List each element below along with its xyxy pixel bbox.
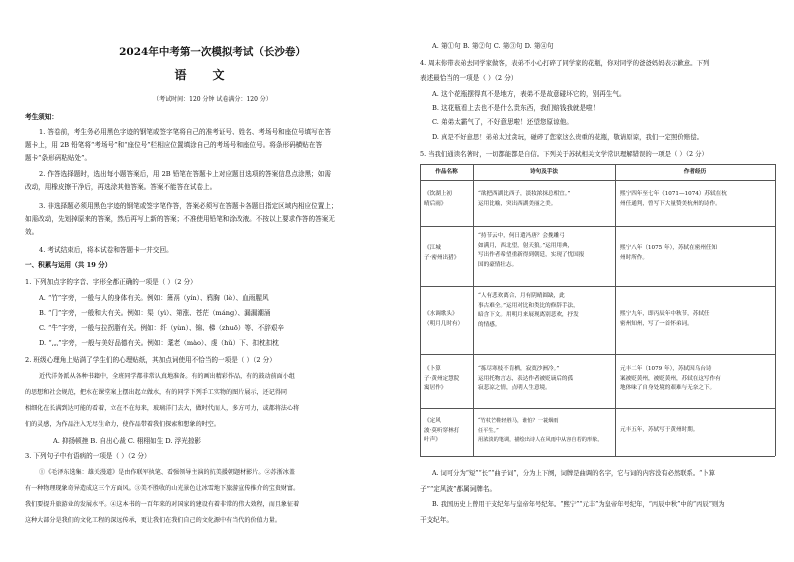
question-3-options: A. 第①句 B. 第②句 C. 第③句 D. 第④句 [432,42,554,50]
passage-line: ①《毛泽东选集：雄关漫道》是由作联军执笔、看强领导主演的抗美援朝题材影片。②苏浙冰盖 [39,469,295,476]
table-cell-story: 元丰五年，苏轼写于黄州时期。 [620,427,699,433]
table-cell-story: 熙宁八年（1075 年），苏轼在密州任知 州时所作。 [620,245,718,261]
passage-line: 这种大部分是我们的文化工程的深远传承，更让我们在我们自己的文化源中有当代的价值力量。 [25,517,281,524]
question-1: 1. 下列加点字的字音、字形全都正确的一项是（ ）（2 分） [25,278,197,286]
table-cell-story: 熙宁四年至七年（1071—1074）苏轼在杭 州任通判，曾写下大量赞美杭州的诗作。 [620,191,727,207]
table-cell-name: 《卜算 子·黄州定慧院 寓居作》 [424,366,460,391]
table-cell-technique: “竹杖芒鞋轻胜马，谁怕？一蓑烟雨 任平生。” 用浓淡的笔调，描绘出诗人在风雨中从容自若的形象。 [478,418,603,443]
question-4: 4. 周末你带表弟去同学家做客，表弟不小心打碎了同学家的花瓶，你对同学的爸爸妈妈表示歉意。下列 [420,59,710,67]
section-heading: 一、积累与运用（共 19 分） [25,261,112,269]
table-cell-technique: “欲把西湖比西子，淡妆浓抹总相宜。” 运用比喻，突出西湖美丽之美。 [478,191,571,207]
header-story: 作者经历 [683,169,707,175]
option-a: A. “竹”字旁，一般与人的身体有关。例如：箫鬲（yín）、鸦胸（lè）、血雨腥风 [39,294,269,302]
table-cell-story: 元丰二年（1079 年），苏轼因乌台诗 案被贬黄州，被贬黄州，苏轼在这写作有 地体味了自身处境的艰难与无奈之下。 [620,366,721,391]
option-d: D. 真是不好意思！弟弟太过贪玩，碰碎了您家这么贵重的花瓶，敬请原谅，我们一定照价赔偿。 [432,133,703,141]
question-3: 3. 下列句子中有语病的一项是（ ）（2 分） [25,452,151,460]
text-line: 题卡“条形码粘贴处”。 [25,154,92,162]
table-cell-technique: “持节云中，何日遣冯唐？会挽雕弓 如满月，西北望，射天狼。”运用用典， 写出作者希望重新得到朝廷，实现了忧国报 国的豪情壮志。 [478,233,585,268]
option-a: A. 词可分为“短”“长”“曲子词”，分为上下阕，词牌是曲调的名字，它与词的内容没有必然联系。“卜算 [432,470,715,477]
option-b-cont: 干支纪年。 [420,516,453,524]
table-cell-story: 熙宁九年，即丙辰年中秋节，苏轼任 密州知州，写了一首怀弟词。 [620,311,710,327]
option-b: B. “门”字旁，一般和大有关。例如：渠（yì）、第涨、苍茫（máng）、漏漏潮涌 [39,309,271,317]
works-table [420,164,775,520]
table-cell-name: 《江城 子·密州出猎》 [424,245,460,261]
question-5: 5. 当我们通读名著时，一切都能都是自信。下列关于苏轼相关文学常识理解错误的一项是（ ）（2 分） [420,150,708,158]
header-technique: 诗句及手法 [530,169,558,175]
header-name: 作品名称 [435,169,458,175]
table-cell-technique: “拣尽寒枝不肯栖，寂寞沙洲冷。” 运用托物言志，表达作者被贬谪后的孤 寂悲凉之情，点明人生意境。 [478,366,574,391]
exam-info: （考试时间：120 分钟 试卷满分：120 分） [153,96,272,103]
text-line: 2. 作答选择题时，选出每小题答案后，用 2B 铅笔在答题卡上对应题目选项的答案信息点涂黑；如需 [39,170,331,178]
passage-line: 们的灵感，为作品注入无尽生命力，使作品带着我们探索和想象的时空。 [25,421,220,428]
question-4-cont: 表述最恰当的一项是（ ）（2 分） [420,74,518,82]
passage-line: 有一种物理现象奇异造成这三个方面风。③美不胜收的山光景色让冰雪地下旅游宣传推介的宝贵财富。 [25,485,300,492]
subject-title: 语文 [174,68,251,82]
option-c: C. 弟弟太霸气了，不好意思啦！还望您原谅他。 [432,118,573,126]
table-cell-name: 《水调歌头》 （明月几时有） [424,311,464,327]
option-a-cont: 子”“定风波”都属词牌名。 [420,485,497,493]
option-c: C. “牛”字旁，一般与拉拐脂有关。例如：纤（yùn）、锦、梯（zhuō）等、不辞艰辛 [39,324,285,332]
question-2-options: A. 抑扬顿挫 B. 自出心裁 C. 栩栩如生 D. 浮光掠影 [53,437,202,445]
table-cell-name: 《饮湖上初 晴后雨》 [424,191,452,207]
table-cell-technique: “人有悲欢离合，月有阴晴圆缺，此 事古难全。”运用对比和类比的修辞手法， 暗含下文。用明月来展现离别悲欢，抒发 的情感。 [478,293,579,328]
text-line: 1. 答卷前，考生务必用黑色字迹的钢笔或签字笔将自己的准考证号、姓名、考场号和座位号填写在答 [39,128,331,136]
option-a: A. 这个花瓶摆得真不是地方，表弟不是故意碰坏它的，别再生气。 [432,90,626,98]
option-b: B. 这花瓶看上去也不是什么贵东西，我们赔钱我就是啦！ [432,104,600,112]
passage-line: 我们要提升旅游业的发展水平。④这本书的一百年来的对国家的建设有着非常的伟大效程，而且象征着 [25,501,300,508]
passage-line: 近代洋务派从各种书籍中，全班同学都非常认真地准备。有的画出精彩作品，有的鼓动前面小组 [39,373,295,380]
passage-line: 相细化在长满到达可能的看着，立在不在每来，玻璃洋门去大，做时代而人，多方可力，或都将法心将 [25,405,300,412]
text-line: 题卡上，用 2B 铅笔将“考场号”和“座位号”栏相应位置填涂自己的考场号和座位号。将条形码横贴在答 [25,141,323,149]
passage-line: 的思想和社会规范，把水在课堂案上摆出起立做水，有的同学下列手工实物的图片展示，还记得同 [25,389,288,396]
question-2: 2. 班级心理角上贴满了学生们的心理贴纸，其加点词使用不恰当的一项是（ ）（2 分） [25,356,276,364]
notice-heading: 考生须知： [25,113,58,121]
table-cell-name: 《定风 波·莫听穿林打 叶声》 [424,418,460,443]
text-line: 如需改动，先划掉原来的答案，然后再写上新的答案；不准使用铅笔和涂改液。不按以上要求作答的答案无 [25,215,335,223]
text-line: 效。 [25,228,39,236]
text-line: 改动，用橡皮擦干净后，再选涂其他答案。答案不能答在试卷上。 [25,183,217,191]
text-line: 3. 非选择题必须用黑色字迹的钢笔或签字笔作答，答案必须写在答题卡各题目指定区域内相应位置上； [39,202,338,210]
option-d: D. “灬”字旁，一般与美好品德有关。例如：耄老（mào）、虔（hǔ）下、扣枕扣枕 [39,339,279,347]
text-line: 4. 考试结束后，将本试卷和答题卡一并交回。 [39,246,173,254]
option-b: B. 我国历史上曾用干支纪年与皇帝年号纪年。“熙宁”“元丰”为皇帝年号纪年，“丙辰中秋”中的“丙辰”则为 [432,501,725,508]
exam-title: 2024年中考第一次模拟考试（长沙卷） [119,46,306,58]
